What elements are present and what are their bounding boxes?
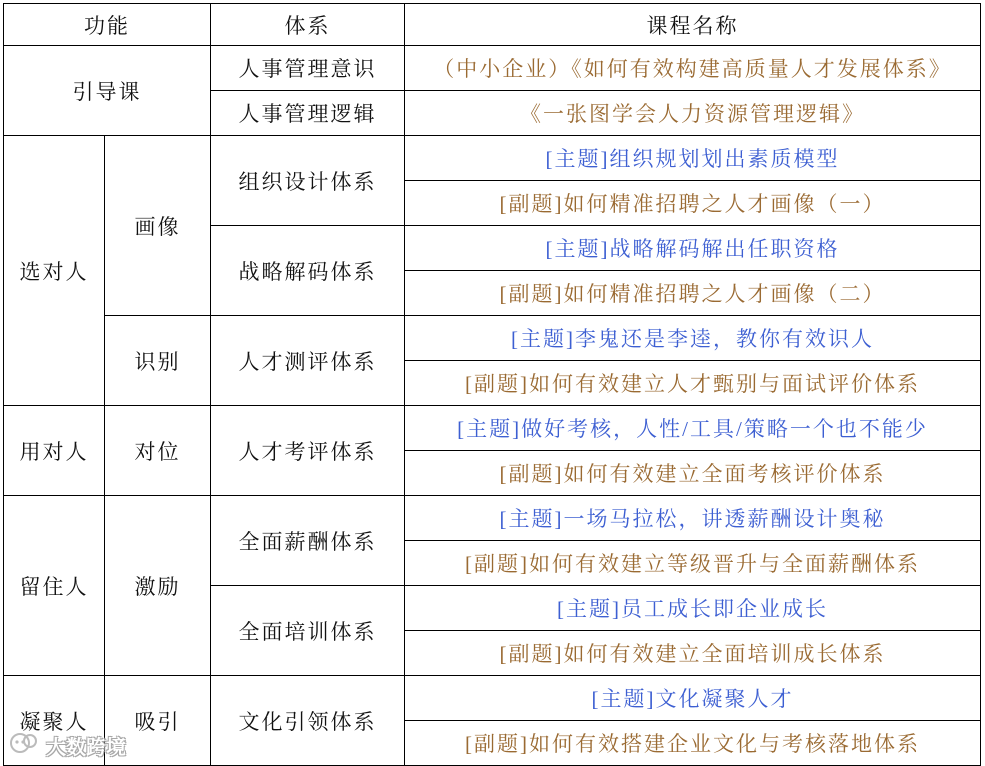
- watermark: [8, 729, 126, 761]
- course-cell: [主题]战略解码解出任职资格: [405, 226, 981, 271]
- course-cell: [主题]做好考核，人性/工具/策略一个也不能少: [405, 406, 981, 451]
- system-cell: 组织设计体系: [211, 136, 405, 226]
- course-cell: [主题]文化凝聚人才: [405, 676, 981, 721]
- course-cell: [副题]如何有效建立全面培训成长体系: [405, 631, 981, 676]
- course-cell: [副题]如何有效建立全面考核评价体系: [405, 451, 981, 496]
- system-cell: 人事管理意识: [211, 46, 405, 91]
- watermark-logo-icon: [8, 729, 42, 762]
- sub-function-attract: 吸引: [105, 676, 211, 766]
- header-function: 功能: [4, 4, 211, 46]
- function-intro: 引导课: [4, 46, 211, 136]
- sub-function-identify: 识别: [105, 316, 211, 406]
- function-select: 选对人: [4, 136, 105, 406]
- course-cell: （中小企业）《如何有效构建高质量人才发展体系》: [405, 46, 981, 91]
- system-cell: 战略解码体系: [211, 226, 405, 316]
- course-cell: 《一张图学会人力资源管理逻辑》: [405, 91, 981, 136]
- header-system: 体系: [211, 4, 405, 46]
- course-cell: [主题]组织规划划出素质模型: [405, 136, 981, 181]
- course-cell: [副题]如何有效建立人才甄别与面试评价体系: [405, 361, 981, 406]
- table-row: [4, 46, 981, 91]
- system-cell: 全面培训体系: [211, 586, 405, 676]
- course-table: [3, 3, 981, 766]
- header-row: [4, 4, 981, 46]
- course-cell: [副题]如何精准招聘之人才画像（一）: [405, 181, 981, 226]
- system-cell: 全面薪酬体系: [211, 496, 405, 586]
- system-cell: 人才考评体系: [211, 406, 405, 496]
- course-cell: [副题]如何有效搭建企业文化与考核落地体系: [405, 721, 981, 766]
- course-cell: [副题]如何精准招聘之人才画像（二）: [405, 271, 981, 316]
- system-cell: 人才测评体系: [211, 316, 405, 406]
- header-course: 课程名称: [405, 4, 981, 46]
- table-row: [4, 316, 981, 361]
- table-row: [4, 496, 981, 541]
- course-cell: [主题]一场马拉松，讲透薪酬设计奥秘: [405, 496, 981, 541]
- table-row: [4, 676, 981, 721]
- system-cell: 人事管理逻辑: [211, 91, 405, 136]
- sub-function-incentive: 激励: [105, 496, 211, 676]
- table-row: [4, 406, 981, 451]
- system-cell: 文化引领体系: [211, 676, 405, 766]
- course-cell: [主题]李鬼还是李逵，教你有效识人: [405, 316, 981, 361]
- function-retain: 留住人: [4, 496, 105, 676]
- course-cell: [副题]如何有效建立等级晋升与全面薪酬体系: [405, 541, 981, 586]
- function-use: 用对人: [4, 406, 105, 496]
- function-unite: 凝聚人: [4, 676, 105, 766]
- watermark-text: 大数跨境: [46, 734, 126, 759]
- table-row: [4, 136, 981, 181]
- sub-function-position: 对位: [105, 406, 211, 496]
- sub-function-portrait: 画像: [105, 136, 211, 316]
- course-cell: [主题]员工成长即企业成长: [405, 586, 981, 631]
